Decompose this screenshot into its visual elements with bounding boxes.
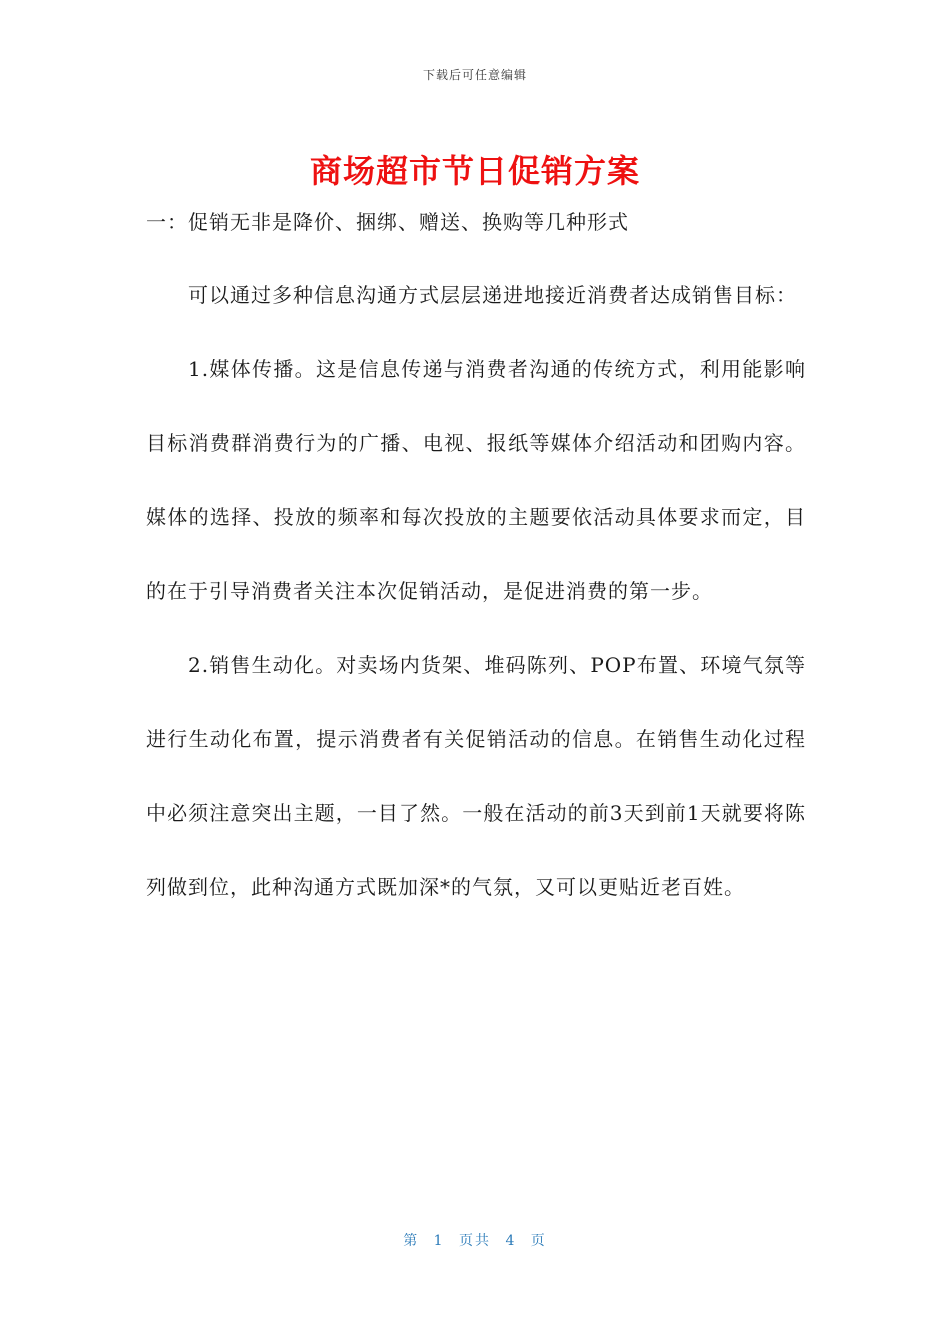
paragraph-merchandising: 2.销售生动化。对卖场内货架、堆码陈列、POP布置、环境气氛等进行生动化布置，提示消费者有关促销活动的信息。在销售生动化过程中必须注意突出主题，一目了然。一般在活动的前3天到前1天就要将陈列做到位，此种沟通方式既加深*的气氛，又可以更贴近老百姓。 [146,653,806,899]
paragraph-media: 1.媒体传播。这是信息传递与消费者沟通的传统方式，利用能影响目标消费群消费行为的广播、电视、报纸等媒体介绍活动和团购内容。媒体的选择、投放的频率和每次投放的主题要依活动具体要求而定，目的在于引导消费者关注本次促销活动，是促进消费的第一步。 [146,357,806,603]
paragraph-intro: 可以通过多种信息沟通方式层层递进地接近消费者达成销售目标： [188,283,797,307]
paragraph-list [146,258,806,924]
section-heading: 一：促销无非是降价、捆绑、赠送、换购等几种形式 [146,210,629,234]
page-number: 第 1 页共 4 页 [403,1233,547,1249]
header-note: 下载后可任意编辑 [422,68,527,82]
document-title: 商场超市节日促销方案 [309,152,640,190]
